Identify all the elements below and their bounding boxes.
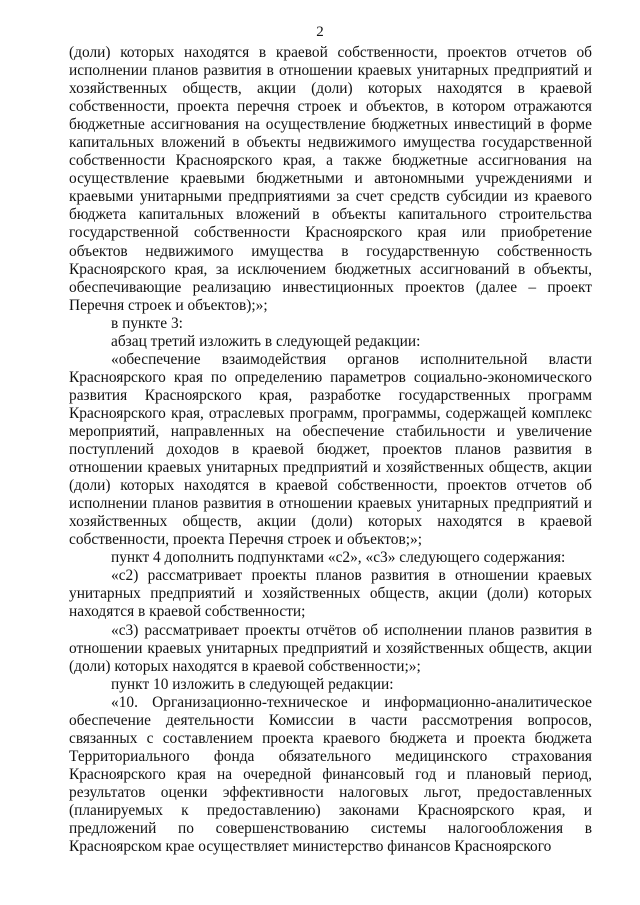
paragraph-subpoint-c3: «с3) рассматривает проекты отчётов об исполнении планов развития в отношении краевых унитарных предприятий и хозяйственных обществ, акции (доли) которых находятся в краевой собственности;»;: [69, 621, 592, 675]
paragraph-point-4-addition: пункт 4 дополнить подпунктами «с2», «с3» следующего содержания:: [111, 549, 566, 567]
paragraph-interaction-quote: «обеспечение взаимодействия органов исполнительной власти Красноярского края по определению параметров социально-экономического развития Красноярского края, разработке государственных программ Красноярского края, отраслевых программ, программы, содержащей комплекс мероприятий, направленных на обеспечение стабильности и увеличение поступлений доходов в краевой бюджет, проектов планов развития в отношении краевых унитарных предприятий и хозяйственных обществ, акции (доли) которых находятся в краевой собственности, проектов отчетов об исполнении планов развития в отношении краевых унитарных предприятий и хозяйственных обществ, акции (доли) которых находятся в краевой собственности, проекта Перечня строек и объектов;»;: [69, 350, 592, 549]
paragraph-abzac-third: абзац третий изложить в следующей редакции:: [111, 332, 421, 350]
document-body: [69, 44, 592, 856]
paragraph-point-3-intro: в пункте 3:: [111, 314, 183, 332]
paragraph-point-10-intro: пункт 10 изложить в следующей редакции:: [111, 675, 394, 693]
paragraph-point-10-text: «10. Организационно-техническое и информационно-аналитическое обеспечение деятельности Комиссии в части рассмотрения вопросов, связанных с составлением проекта краевого бюджета и проекта бюджета Территориального фонда обязательного медицинского страхования Красноярского края на очередной финансовый год и плановый период, результатов оценки эффективности налоговых льгот, предоставленных (планируемых к предоставлению) законами Красноярского края, и предложений по совершенствованию системы налогообложения в Красноярском крае осуществляет министерство финансов Красноярского: [69, 693, 592, 856]
page-number: 2: [316, 24, 324, 40]
paragraph-project-list-definition: (доли) которых находятся в краевой собственности, проектов отчетов об исполнении планов развития в отношении краевых унитарных предприятий и хозяйственных обществ, акции (доли) которых находятся в краевой собственности, проекта перечня строек и объектов, в котором отражаются бюджетные ассигнования на осуществление бюджетных инвестиций в форме капитальных вложений в объекты недвижимого имущества государственной собственности Красноярского края, а также бюджетные ассигнования на осуществление краевыми бюджетными и автономными учреждениями и краевыми унитарными предприятиями за счет средств субсидии из краевого бюджета капитальных вложений в объекты капитального строительства государственной собственности Красноярского края или приобретение объектов недвижимого имущества в государственную собственность Красноярского края, за исключением бюджетных ассигнований в объекты, обеспечивающие реализацию инвестиционных проектов (далее – проект Перечня строек и объектов);»;: [69, 44, 592, 314]
paragraph-subpoint-c2: «с2) рассматривает проекты планов развития в отношении краевых унитарных предприятий и хозяйственных обществ, акции (доли) которых находятся в краевой собственности;: [69, 567, 592, 621]
